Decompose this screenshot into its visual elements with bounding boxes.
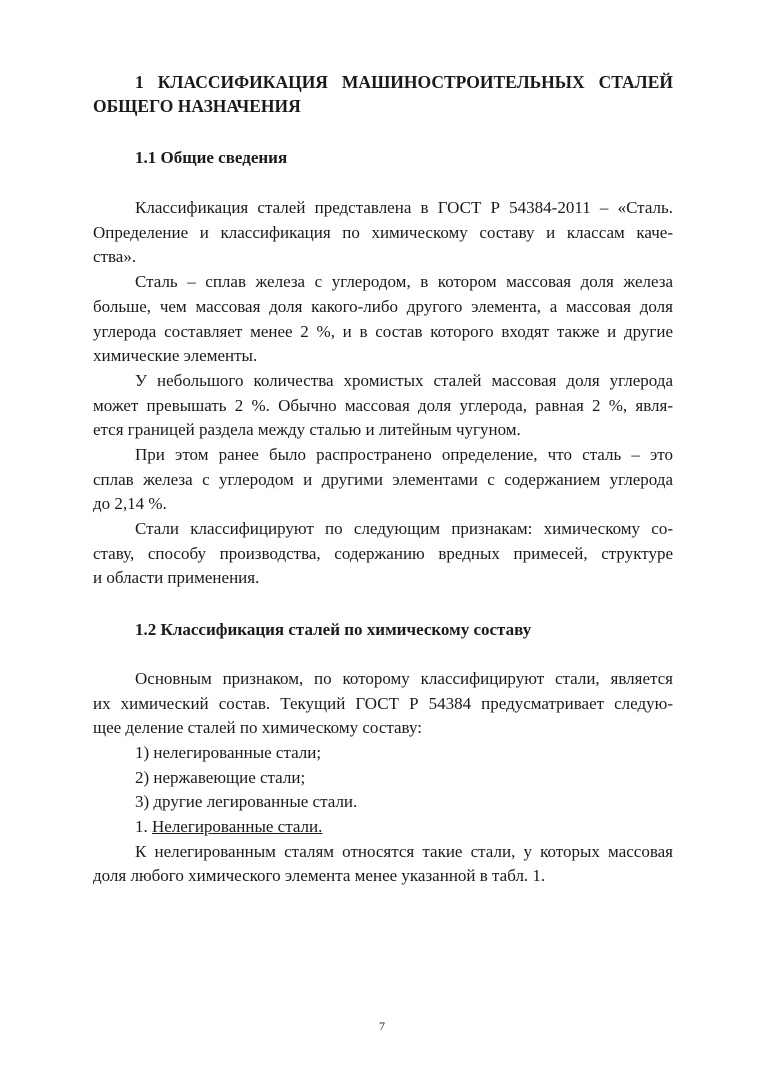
paragraph-line: их химический состав. Текущий ГОСТ Р 54384 предусматривает следую-	[93, 694, 673, 713]
paragraph-line: Сталь – сплав железа с углеродом, в котором массовая доля железа	[135, 272, 673, 291]
paragraph-line: может превышать 2 %. Обычно массовая доля углерода, равная 2 %, явля-	[93, 396, 673, 415]
list-item: 3) другие легированные стали.	[135, 792, 358, 811]
subsection-label	[135, 817, 673, 837]
paragraph-line: до 2,14 %.	[93, 494, 167, 513]
paragraph-line: щее деление сталей по химическому составу:	[93, 718, 422, 737]
paragraph-line: Стали классифицируют по следующим признакам: химическому со-	[135, 519, 673, 538]
list-item: 1) нелегированные стали;	[135, 743, 322, 762]
paragraph-line: больше, чем массовая доля какого-либо другого элемента, а массовая доля	[93, 297, 673, 316]
paragraph-line: Классификация сталей представлена в ГОСТ Р 54384-2011 – «Сталь.	[135, 198, 673, 217]
paragraph-line: химические элементы.	[93, 346, 258, 365]
subsection-underlined-title: Нелегированные стали.	[152, 817, 323, 836]
paragraph-line: ства».	[93, 247, 137, 266]
section-1-1-title: 1.1 Общие сведения	[135, 148, 288, 167]
paragraph-line: У небольшого количества хромистых сталей массовая доля углерода	[135, 371, 673, 390]
subsection-number: 1.	[135, 817, 152, 836]
paragraph-line: К нелегированным сталям относятся такие стали, у которых массовая	[135, 842, 673, 861]
section-1-2-title: 1.2 Классификация сталей по химическому составу	[135, 620, 532, 639]
list-item: 2) нержавеющие стали;	[135, 768, 306, 787]
paragraph-line: доля любого химического элемента менее указанной в табл. 1.	[93, 866, 546, 885]
paragraph-line: ставу, способу производства, содержанию вредных примесей, структуре	[93, 544, 673, 563]
paragraph-line: и области применения.	[93, 568, 260, 587]
chapter-heading-line-2: ОБЩЕГО НАЗНАЧЕНИЯ	[93, 96, 301, 116]
paragraph-line: сплав железа с углеродом и другими элементами с содержанием углерода	[93, 470, 673, 489]
paragraph-line: Определение и классификация по химическому составу и классам каче-	[93, 223, 673, 242]
page-number: 7	[379, 1019, 385, 1033]
paragraph-line: При этом ранее было распространено определение, что сталь – это	[135, 445, 673, 464]
paragraph-line: Основным признаком, по которому классифицируют стали, является	[135, 669, 673, 688]
paragraph-line: углерода составляет менее 2 %, и в состав которого входят также и другие	[93, 322, 673, 341]
chapter-heading-line-1: 1 КЛАССИФИКАЦИЯ МАШИНОСТРОИТЕЛЬНЫХ СТАЛЕЙ	[135, 72, 673, 92]
paragraph-line: ется границей раздела между сталью и литейным чугуном.	[93, 420, 521, 439]
